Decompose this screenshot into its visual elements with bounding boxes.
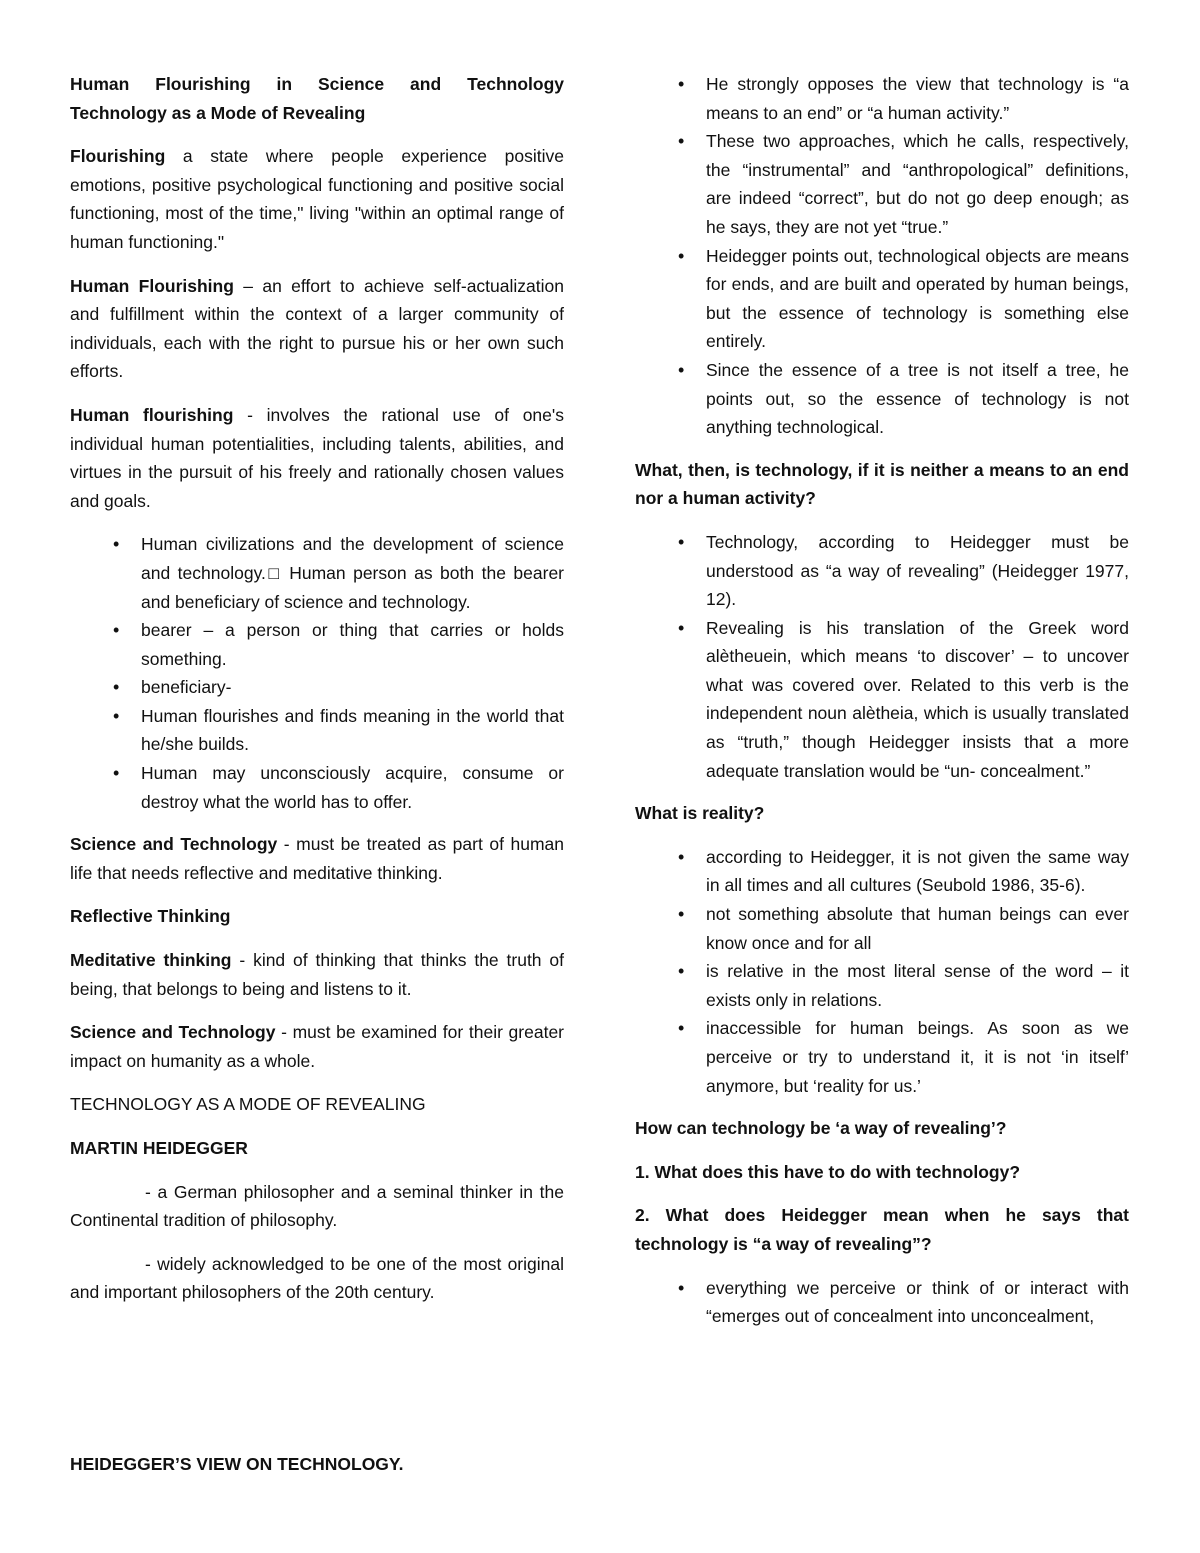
paragraph-text: - widely acknowledged to be one of the most original and important philosophers of the 20th century. bbox=[70, 1253, 564, 1303]
term-human-flourishing: Human flourishing bbox=[70, 404, 234, 425]
definition-human-flourishing-1 bbox=[70, 272, 564, 386]
definition-text: a state where people experience positive emotions, positive psychological functioning and positive social functioning, most of the time," living "within an optimal range of human functioning." bbox=[70, 146, 564, 252]
list-item: • Heidegger points out, technological objects are means for ends, and are built and operated by human beings, but the essence of technology is something else entirely. bbox=[635, 242, 1129, 356]
list-item: • Human may unconsciously acquire, consume or destroy what the world has to offer. bbox=[70, 759, 564, 816]
question-2 bbox=[635, 1201, 1129, 1258]
document-subtitle bbox=[70, 99, 564, 128]
term-science-technology: Science and Technology bbox=[70, 1022, 276, 1043]
question-what-is-reality bbox=[635, 799, 1129, 828]
definition-text: - must be examined for their greater impact on humanity as a whole. bbox=[70, 1022, 565, 1071]
bullet-list-opposes bbox=[635, 70, 1129, 442]
question-text: What is reality? bbox=[635, 803, 765, 824]
heading-text: Reflective Thinking bbox=[70, 906, 231, 927]
bullet-list-flourishing bbox=[70, 530, 564, 816]
list-item: • according to Heidegger, it is not given the same way in all times and all cultures (Seubold 1986, 35-6). bbox=[635, 843, 1129, 900]
term-flourishing: Flourishing bbox=[70, 146, 166, 167]
question-text: 1. What does this have to do with technology? bbox=[635, 1161, 1021, 1182]
bullet-list-revealing bbox=[635, 528, 1129, 785]
list-item: • Revealing is his translation of the Greek word alètheuein, which means ‘to discover’ – to uncover what was covered over. Related to this verb is the independent noun alètheia, which is usually translated as “truth,” though Heidegger insists that a more adequate translation would be “un- concealment.” bbox=[635, 614, 1129, 786]
paragraph-text: - a German philosopher and a seminal thinker in the Continental tradition of philosophy. bbox=[70, 1181, 564, 1231]
question-way-of-revealing bbox=[635, 1114, 1129, 1143]
definition-text: - kind of thinking that thinks the truth of being, that belongs to being and listens to it. bbox=[70, 950, 565, 999]
list-item: • everything we perceive or think of or interact with “emerges out of concealment into unconcealment, bbox=[635, 1274, 1129, 1331]
definition-text: - involves the rational use of one's individual human potentialities, including talents, abilities, and virtues in the pursuit of his freely and rationally chosen values and goals. bbox=[70, 404, 564, 511]
martin-heidegger-heading bbox=[70, 1134, 564, 1163]
list-item: • He strongly opposes the view that technology is “a means to an end” or “a human activity.” bbox=[635, 70, 1129, 127]
question-1 bbox=[635, 1158, 1129, 1187]
list-item: • beneficiary- bbox=[70, 673, 564, 702]
title-line-1: Human Flourishing in Science and Technology bbox=[70, 74, 564, 94]
question-what-is-technology bbox=[635, 456, 1129, 513]
heidegger-description-1 bbox=[70, 1178, 564, 1235]
question-text: How can technology be ‘a way of revealing’? bbox=[635, 1118, 1007, 1139]
definition-science-technology-2 bbox=[70, 1018, 564, 1075]
bullet-list-reality bbox=[635, 843, 1129, 1100]
definition-text: - must be treated as part of human life that needs reflective and meditative thinking. bbox=[70, 834, 564, 883]
heidegger-description-2 bbox=[70, 1250, 564, 1307]
list-item: • Human civilizations and the development of science and technology.□ Human person as both the bearer and beneficiary of science and technology. bbox=[70, 530, 564, 616]
heidegger-view-heading: HEIDEGGER’S VIEW ON TECHNOLOGY. bbox=[70, 1454, 404, 1474]
mode-of-revealing-heading: TECHNOLOGY AS A MODE OF REVEALING bbox=[70, 1094, 426, 1115]
list-item: • Since the essence of a tree is not itself a tree, he points out, so the essence of technology is not anything technological. bbox=[635, 356, 1129, 442]
term-science-technology: Science and Technology bbox=[70, 834, 278, 855]
definition-flourishing bbox=[70, 142, 564, 256]
list-item: • Human flourishes and finds meaning in the world that he/she builds. bbox=[70, 702, 564, 759]
title-line-2: Technology as a Mode of Revealing bbox=[70, 102, 366, 123]
list-item: • not something absolute that human beings can ever know once and for all bbox=[635, 900, 1129, 957]
list-item: • bearer – a person or thing that carries or holds something. bbox=[70, 616, 564, 673]
term-human-flourishing: Human Flourishing bbox=[70, 275, 234, 296]
definition-science-technology-1 bbox=[70, 830, 564, 887]
list-item: • is relative in the most literal sense of the word – it exists only in relations. bbox=[635, 957, 1129, 1014]
list-item: • These two approaches, which he calls, respectively, the “instrumental” and “anthropological” definitions, are indeed “correct”, but do not go deep enough; as he says, they are not yet “true.” bbox=[635, 127, 1129, 241]
definition-text: – an effort to achieve self-actualization and fulfillment within the context of a larger community of individuals, each with the right to pursue his or her own such efforts. bbox=[70, 275, 564, 382]
term-meditative-thinking: Meditative thinking bbox=[70, 950, 232, 971]
definition-human-flourishing-2 bbox=[70, 401, 564, 515]
question-text: What, then, is technology, if it is neither a means to an end nor a human activity? bbox=[635, 459, 1129, 509]
document-title bbox=[70, 70, 564, 99]
list-item: • inaccessible for human beings. As soon as we perceive or try to understand it, it is not ‘in itself’ anymore, but ‘reality for us.’ bbox=[635, 1014, 1129, 1100]
heading-text: MARTIN HEIDEGGER bbox=[70, 1138, 248, 1158]
question-text: 2. What does Heidegger mean when he says that technology is “a way of revealing”? bbox=[635, 1205, 1129, 1254]
left-column bbox=[70, 70, 564, 1322]
right-column bbox=[635, 70, 1129, 1345]
bullet-list-unconcealment bbox=[635, 1274, 1129, 1331]
list-item: • Technology, according to Heidegger must be understood as “a way of revealing” (Heidegger 1977, 12). bbox=[635, 528, 1129, 614]
definition-meditative-thinking bbox=[70, 946, 564, 1003]
reflective-thinking-heading bbox=[70, 902, 564, 931]
